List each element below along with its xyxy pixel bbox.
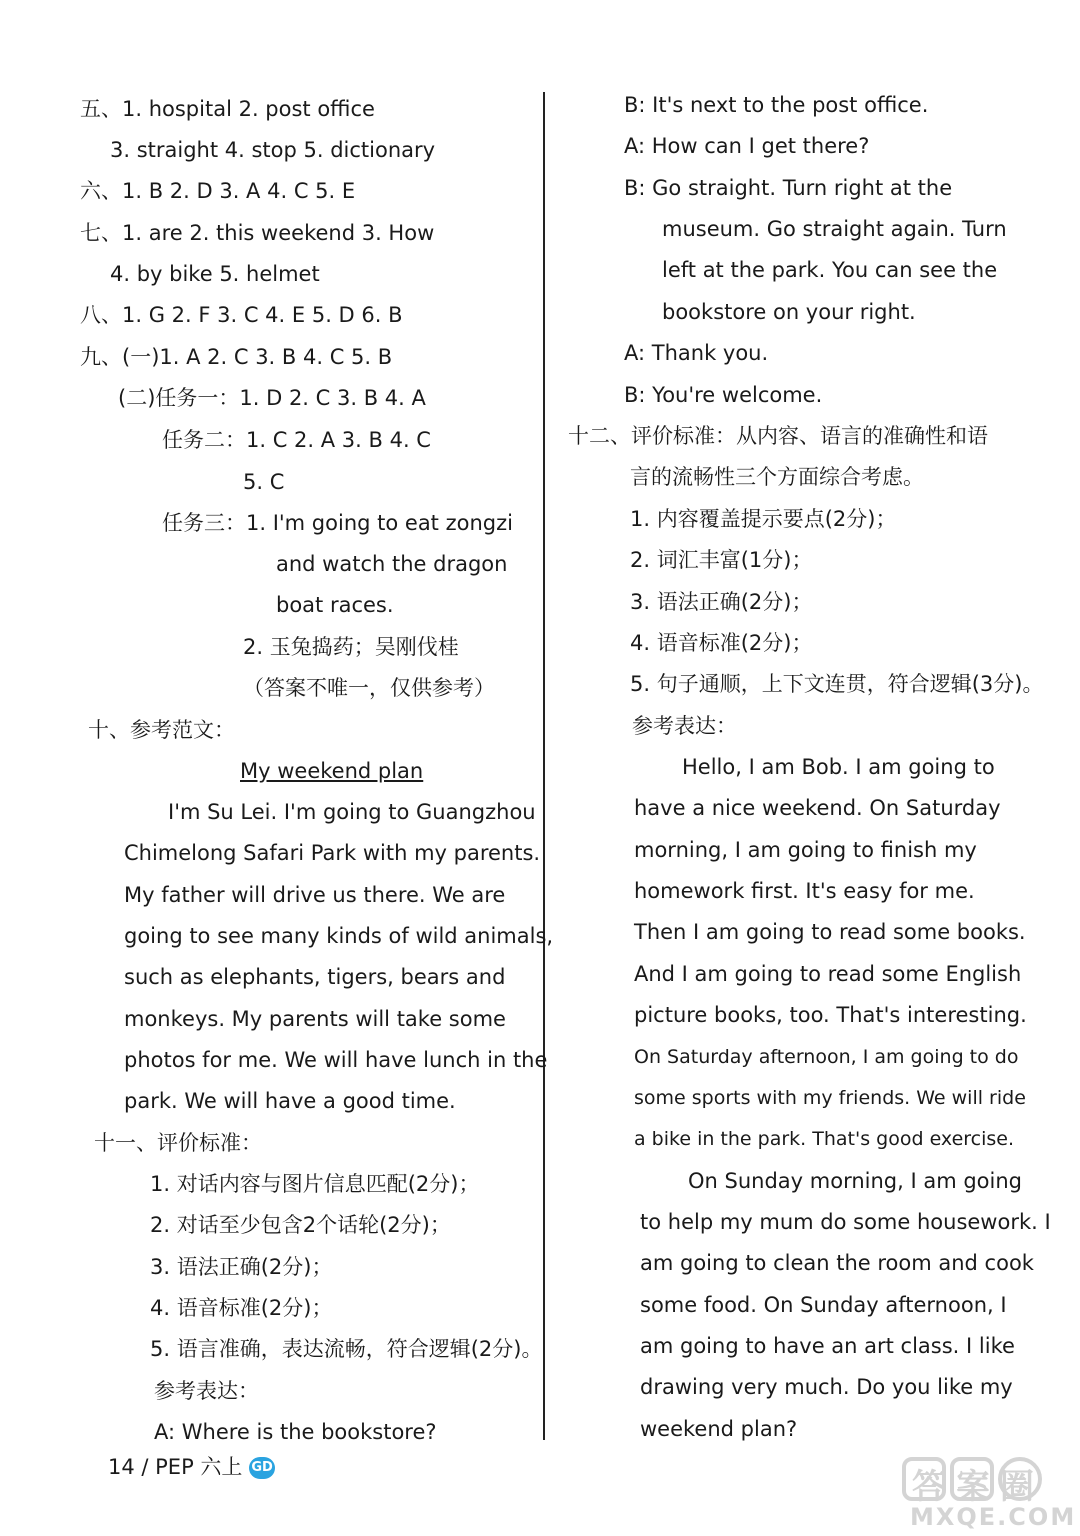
passage-line: On Sunday morning, I am going bbox=[688, 1169, 1022, 1193]
passage-line: have a nice weekend. On Saturday bbox=[634, 796, 1001, 820]
section-12-heading-cont: 言的流畅性三个方面综合考虑。 bbox=[630, 465, 924, 489]
answer-note: （答案不唯一，仅供参考） bbox=[243, 676, 495, 700]
answer-line-9-task3-2: 2. 玉兔捣药；吴刚伐桂 bbox=[243, 635, 459, 659]
dialogue-line: left at the park. You can see the bbox=[662, 258, 998, 282]
reference-label: 参考表达： bbox=[154, 1379, 259, 1403]
page-footer bbox=[108, 1452, 275, 1482]
criteria-item: 4. 语音标准(2分)； bbox=[630, 631, 813, 655]
criteria-item: 4. 语音标准(2分)； bbox=[150, 1296, 333, 1320]
passage-line: morning, I am going to finish my bbox=[634, 838, 977, 862]
essay-line: going to see many kinds of wild animals, bbox=[124, 924, 554, 948]
watermark-logo bbox=[900, 1455, 1077, 1531]
answer-line-7: 七、1. are 2. this weekend 3. How bbox=[80, 221, 435, 245]
essay-line: I'm Su Lei. I'm going to Guangzhou bbox=[168, 800, 536, 824]
gd-badge: GD bbox=[249, 1457, 275, 1479]
passage-line: homework first. It's easy for me. bbox=[634, 879, 975, 903]
essay-title: My weekend plan bbox=[240, 759, 424, 783]
answer-line-9-task2b: 5. C bbox=[243, 470, 285, 494]
watermark-url: MXQE.COM bbox=[910, 1503, 1077, 1531]
dialogue-line: B: It's next to the post office. bbox=[624, 93, 929, 117]
passage-line: Hello, I am Bob. I am going to bbox=[682, 755, 995, 779]
criteria-item: 5. 句子通顺，上下文连贯，符合逻辑(3分)。 bbox=[630, 672, 1044, 696]
criteria-item: 2. 词汇丰富(1分)； bbox=[630, 548, 813, 572]
essay-line: monkeys. My parents will take some bbox=[124, 1007, 506, 1031]
passage-line: a bike in the park. That's good exercise. bbox=[634, 1128, 1015, 1150]
column-divider bbox=[543, 92, 545, 1440]
reference-label: 参考表达： bbox=[632, 714, 737, 738]
dialogue-line: bookstore on your right. bbox=[662, 300, 916, 324]
answer-line-6: 六、1. B 2. D 3. A 4. C 5. E bbox=[80, 179, 356, 203]
dialogue-line: B: You're welcome. bbox=[624, 383, 823, 407]
essay-line: park. We will have a good time. bbox=[124, 1089, 456, 1113]
criteria-item: 3. 语法正确(2分)； bbox=[150, 1255, 333, 1279]
passage-line: am going to clean the room and cook bbox=[640, 1251, 1034, 1275]
criteria-item: 1. 内容覆盖提示要点(2分)； bbox=[630, 507, 897, 531]
section-11-heading: 十一、评价标准： bbox=[94, 1131, 262, 1155]
section-12-heading: 十二、评价标准：从内容、语言的准确性和语 bbox=[568, 424, 988, 448]
passage-line: picture books, too. That's interesting. bbox=[634, 1003, 1027, 1027]
dialogue-line: B: Go straight. Turn right at the bbox=[624, 176, 953, 200]
answer-line-9-task2: 任务二：1. C 2. A 3. B 4. C bbox=[162, 428, 431, 452]
essay-line: My father will drive us there. We are bbox=[124, 883, 506, 907]
passage-line: drawing very much. Do you like my bbox=[640, 1375, 1013, 1399]
answer-line-9-task3c: boat races. bbox=[276, 593, 394, 617]
essay-line: photos for me. We will have lunch in the bbox=[124, 1048, 548, 1072]
passage-line: And I am going to read some English bbox=[634, 962, 1022, 986]
criteria-item: 1. 对话内容与图片信息匹配(2分)； bbox=[150, 1172, 480, 1196]
dialogue-line: A: Thank you. bbox=[624, 341, 769, 365]
dialogue-line: A: Where is the bookstore? bbox=[154, 1420, 437, 1444]
dialogue-line: A: How can I get there? bbox=[624, 134, 870, 158]
passage-line: Then I am going to read some books. bbox=[634, 920, 1026, 944]
answer-line-9-task3b: and watch the dragon bbox=[276, 552, 508, 576]
criteria-item: 3. 语法正确(2分)； bbox=[630, 590, 813, 614]
criteria-item: 5. 语言准确，表达流畅，符合逻辑(2分)。 bbox=[150, 1337, 543, 1361]
section-10-heading: 十、参考范文： bbox=[88, 718, 235, 742]
dialogue-line: museum. Go straight again. Turn bbox=[662, 217, 1007, 241]
passage-line: On Saturday afternoon, I am going to do bbox=[634, 1046, 1019, 1068]
answer-line-9-task3: 任务三：1. I'm going to eat zongzi bbox=[162, 511, 513, 535]
page-number: 14 / PEP 六上 bbox=[108, 1455, 243, 1479]
answer-line-5: 五、1. hospital 2. post office bbox=[80, 97, 375, 121]
answer-line-9: 九、(一)1. A 2. C 3. B 4. C 5. B bbox=[80, 345, 393, 369]
criteria-item: 2. 对话至少包含2个话轮(2分)； bbox=[150, 1213, 451, 1237]
passage-line: am going to have an art class. I like bbox=[640, 1334, 1015, 1358]
essay-line: Chimelong Safari Park with my parents. bbox=[124, 841, 541, 865]
answer-line-8: 八、1. G 2. F 3. C 4. E 5. D 6. B bbox=[80, 303, 403, 327]
answer-line-7b: 4. by bike 5. helmet bbox=[110, 262, 320, 286]
passage-line: some food. On Sunday afternoon, I bbox=[640, 1293, 1007, 1317]
watermark-text: 答案圈 bbox=[912, 1467, 1044, 1507]
passage-line: some sports with my friends. We will ride bbox=[634, 1087, 1026, 1109]
passage-line: to help my mum do some housework. I bbox=[640, 1210, 1051, 1234]
answer-line-5b: 3. straight 4. stop 5. dictionary bbox=[110, 138, 436, 162]
essay-line: such as elephants, tigers, bears and bbox=[124, 965, 506, 989]
answer-line-9-task1: (二)任务一：1. D 2. C 3. B 4. A bbox=[118, 386, 426, 410]
passage-line: weekend plan? bbox=[640, 1417, 798, 1441]
